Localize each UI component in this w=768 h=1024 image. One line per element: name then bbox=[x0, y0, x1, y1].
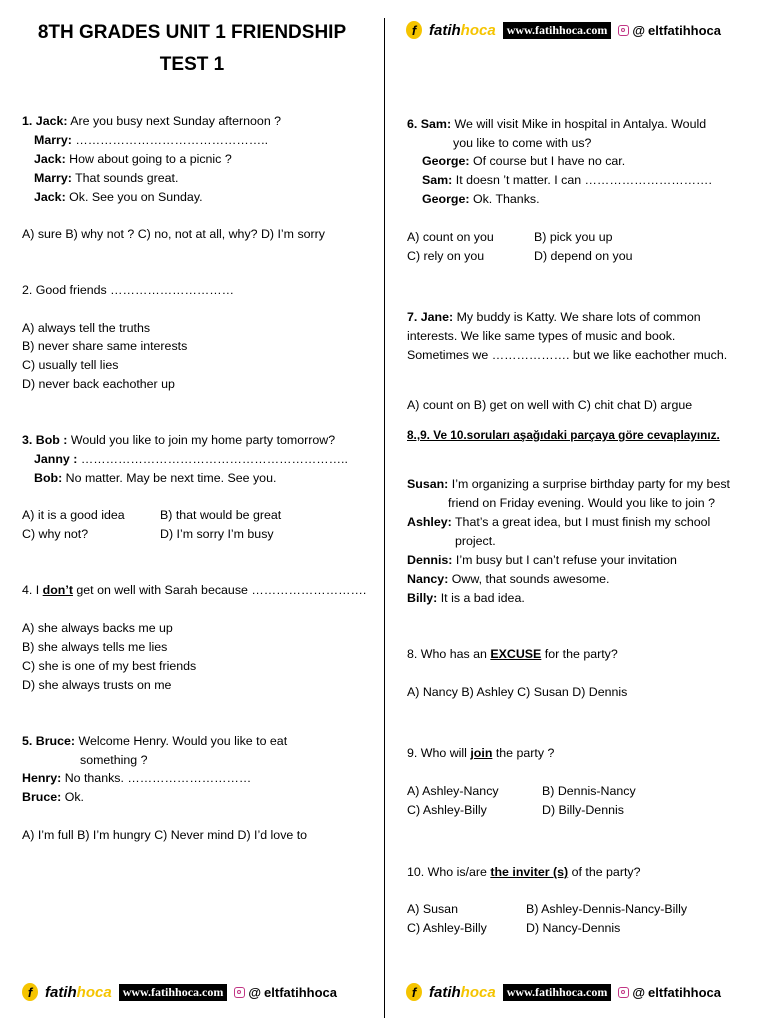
page-title: 8TH GRADES UNIT 1 FRIENDSHIP bbox=[37, 22, 347, 43]
q1-line-5: Jack: Ok. See you on Sunday. bbox=[34, 190, 203, 204]
fatihhoca-logo-icon: f bbox=[406, 983, 422, 1001]
q9-option-d: D) Billy-Dennis bbox=[542, 803, 624, 817]
passage-line-5: Billy: It is a bad idea. bbox=[407, 591, 525, 605]
q2-option-b: B) never share same interests bbox=[22, 339, 188, 353]
q9-option-a: A) Ashley-Nancy bbox=[407, 784, 499, 798]
q2-option-c: C) usually tell lies bbox=[22, 358, 119, 372]
q5-line-3: Bruce: Ok. bbox=[22, 790, 84, 804]
q2-option-a: A) always tell the truths bbox=[22, 321, 151, 335]
q10-option-d: D) Nancy-Dennis bbox=[526, 921, 621, 935]
brand-website: www.fatihhoca.com bbox=[503, 22, 612, 39]
q4-stem: 4. I don’t get on well with Sarah because ………………………. bbox=[22, 583, 367, 597]
q5-line-2: Henry: No thanks. ………………………… bbox=[22, 771, 252, 785]
q5-options: A) I’m full B) I’m hungry C) Never mind D) I’d love to bbox=[22, 828, 308, 842]
q1-line-4: Marry: That sounds great. bbox=[34, 171, 179, 185]
passage-instruction: 8.,9. Ve 10.soruları aşağıdaki parçaya göre cevaplayınız. bbox=[407, 428, 720, 442]
q7-options: A) count on B) get on well with C) chit chat D) argue bbox=[407, 398, 693, 412]
q1-line-2: Marry: ……………………………………….. bbox=[34, 133, 269, 147]
q3-option-a: A) it is a good idea bbox=[22, 508, 125, 522]
brand-instagram: @ eltfatihhoca bbox=[618, 985, 721, 1000]
q3-option-b: B) that would be great bbox=[160, 508, 282, 522]
q4-option-a: A) she always backs me up bbox=[22, 621, 173, 635]
fatihhoca-logo-icon: f bbox=[22, 983, 38, 1001]
q10-option-a: A) Susan bbox=[407, 902, 458, 916]
q6-line-2: George: Of course but I have no car. bbox=[422, 154, 626, 168]
q1-line-3: Jack: How about going to a picnic ? bbox=[34, 152, 232, 166]
q1-options: A) sure B) why not ? C) no, not at all, why? D) I’m sorry bbox=[22, 227, 325, 241]
fatihhoca-logo-icon: f bbox=[406, 21, 422, 39]
passage-line-4: Nancy: Oww, that sounds awesome. bbox=[407, 572, 610, 586]
q9-option-b: B) Dennis-Nancy bbox=[542, 784, 636, 798]
q3-option-d: D) I’m sorry I’m busy bbox=[160, 527, 274, 541]
q9-option-c: C) Ashley-Billy bbox=[407, 803, 487, 817]
brand-website: www.fatihhoca.com bbox=[119, 984, 228, 1001]
q2-stem: 2. Good friends ………………………… bbox=[22, 283, 235, 297]
q6-line-4: George: Ok. Thanks. bbox=[422, 192, 540, 206]
brand-instagram: @ eltfatihhoca bbox=[618, 23, 721, 38]
q5-line-1b: something ? bbox=[80, 753, 148, 767]
q2-option-d: D) never back eachother up bbox=[22, 377, 175, 391]
q7-line-3: Sometimes we ………………. but we like eachother much. bbox=[407, 348, 728, 362]
q5-line-1: 5. Bruce: Welcome Henry. Would you like to eat bbox=[22, 734, 288, 748]
q8-stem: 8. Who has an EXCUSE for the party? bbox=[407, 647, 618, 661]
brand-instagram: @ eltfatihhoca bbox=[234, 985, 337, 1000]
passage-line-2b: project. bbox=[455, 534, 496, 548]
q6-option-a: A) count on you bbox=[407, 230, 494, 244]
brand-footer-right bbox=[406, 982, 721, 1002]
brand-name: fatihhoca bbox=[45, 983, 112, 1001]
q4-option-b: B) she always tells me lies bbox=[22, 640, 168, 654]
q4-option-c: C) she is one of my best friends bbox=[22, 659, 197, 673]
brand-website: www.fatihhoca.com bbox=[503, 984, 612, 1001]
q6-line-3: Sam: It doesn ’t matter. I can …………………………. bbox=[422, 173, 712, 187]
brand-name: fatihhoca bbox=[429, 21, 496, 39]
q3-line-2: Janny : ……………………………………………………….. bbox=[34, 452, 348, 466]
brand-header bbox=[406, 20, 721, 40]
q6-line-1: 6. Sam: We will visit Mike in hospital in Antalya. Would bbox=[407, 117, 707, 131]
q1-line-1: 1. Jack: Are you busy next Sunday afternoon ? bbox=[22, 114, 282, 128]
column-divider bbox=[384, 18, 385, 1018]
q10-stem: 10. Who is/are the inviter (s) of the party? bbox=[407, 865, 641, 879]
q8-options: A) Nancy B) Ashley C) Susan D) Dennis bbox=[407, 685, 628, 699]
q9-stem: 9. Who will join the party ? bbox=[407, 746, 555, 760]
passage-line-1b: friend on Friday evening. Would you like to join ? bbox=[448, 496, 716, 510]
instagram-icon bbox=[618, 25, 629, 36]
q3-line-3: Bob: No matter. May be next time. See you. bbox=[34, 471, 277, 485]
q6-option-d: D) depend on you bbox=[534, 249, 633, 263]
q7-line-1: 7. Jane: My buddy is Katty. We share lots of common bbox=[407, 310, 701, 324]
instagram-icon bbox=[234, 987, 245, 998]
q4-option-d: D) she always trusts on me bbox=[22, 678, 172, 692]
q10-option-b: B) Ashley-Dennis-Nancy-Billy bbox=[526, 902, 688, 916]
passage-line-1: Susan: I’m organizing a surprise birthday party for my best bbox=[407, 477, 730, 491]
instagram-icon bbox=[618, 987, 629, 998]
brand-footer-left bbox=[22, 982, 337, 1002]
q6-option-c: C) rely on you bbox=[407, 249, 485, 263]
q6-option-b: B) pick you up bbox=[534, 230, 613, 244]
q10-option-c: C) Ashley-Billy bbox=[407, 921, 487, 935]
page-subtitle: TEST 1 bbox=[159, 54, 225, 75]
passage-line-2: Ashley: That’s a great idea, but I must finish my school bbox=[407, 515, 711, 529]
q3-line-1: 3. Bob : Would you like to join my home party tomorrow? bbox=[22, 433, 336, 447]
q6-line-1b: you like to come with us? bbox=[453, 136, 592, 150]
q3-option-c: C) why not? bbox=[22, 527, 89, 541]
passage-line-3: Dennis: I’m busy but I can’t refuse your invitation bbox=[407, 553, 677, 567]
brand-name: fatihhoca bbox=[429, 983, 496, 1001]
q7-line-2: interests. We like same types of music and book. bbox=[407, 329, 676, 343]
